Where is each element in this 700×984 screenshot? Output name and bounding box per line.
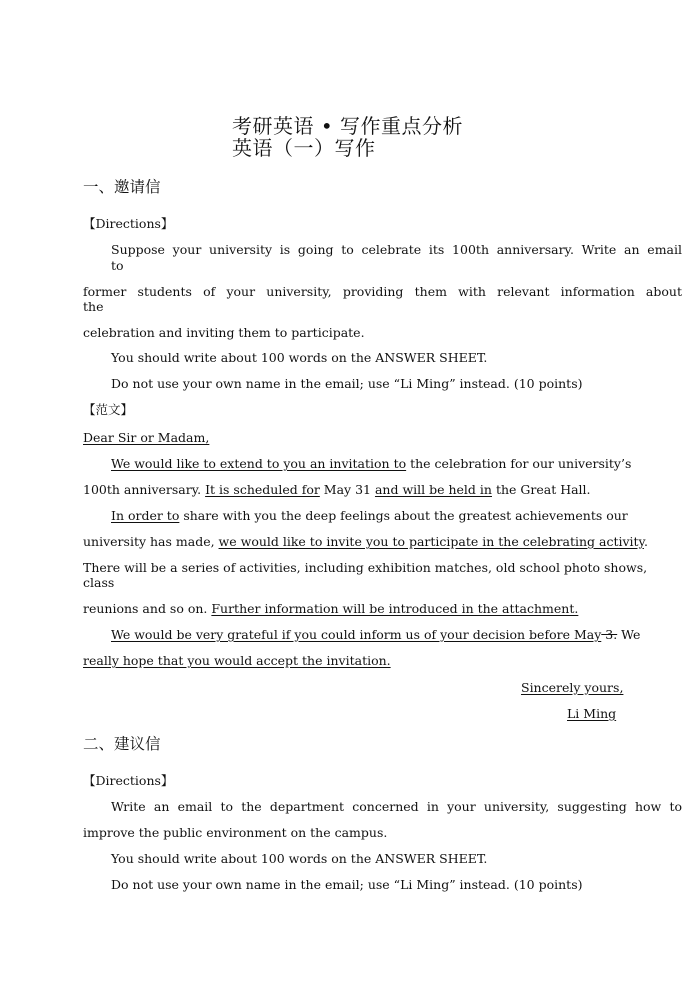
- letter-p2-line1: [111, 508, 682, 524]
- text-span: 100th anniversary.: [83, 482, 206, 497]
- section1-requirement-name: Do not use your own name in the email; use “Li Ming” instead. (10 points): [111, 376, 583, 391]
- letter-p4-line2: [83, 653, 682, 669]
- section1-prompt-line2-wrap: the: [83, 299, 104, 314]
- section2-prompt-line2: improve the public environment on the campus.: [83, 825, 388, 840]
- text-span: university has made,: [83, 534, 219, 549]
- phrase-scheduled-for: It is scheduled for: [205, 482, 320, 497]
- letter-p2-line2: [83, 534, 682, 550]
- text-span: .: [643, 534, 648, 549]
- text-span: We: [617, 627, 641, 642]
- letter-p1-line1: [111, 456, 682, 472]
- phrase-in-order-to: In order to: [111, 508, 180, 523]
- phrase-accept-invitation: really hope that you would accept the invitation.: [83, 653, 391, 668]
- section2-requirement-words: You should write about 100 words on the ANSWER SHEET.: [111, 851, 488, 866]
- section1-requirement-words: You should write about 100 words on the ANSWER SHEET.: [111, 350, 488, 365]
- letter-p4-line1: [111, 627, 682, 643]
- closing-text: Sincerely yours,: [521, 680, 624, 695]
- letter-p3-line1: There will be a series of activities, including exhibition matches, old school photo shows,: [83, 560, 648, 575]
- text-span: share with you the deep feelings about the greatest achievements our: [179, 508, 628, 523]
- section2-heading: 二、建议信: [83, 735, 161, 753]
- text-span: reunions and so on.: [83, 601, 212, 616]
- phrase-held-in: and will be held in: [374, 482, 492, 497]
- text-span: May 31: [319, 482, 375, 497]
- section1-prompt-line3: celebration and inviting them to participate.: [83, 325, 365, 340]
- letter-closing: [521, 680, 623, 696]
- letter-p3-line1-wrap: class: [83, 575, 115, 590]
- section2-requirement-name: Do not use your own name in the email; use “Li Ming” instead. (10 points): [111, 877, 583, 892]
- page-subtitle: 英语（一）写作: [232, 136, 376, 160]
- section1-prompt-line2: former students of your university, providing them with relevant information about: [83, 284, 682, 299]
- text-span: the Great Hall.: [491, 482, 591, 497]
- text-span: the celebration for our university’s: [406, 456, 632, 471]
- section1-heading: 一、邀请信: [83, 178, 161, 196]
- text-span: May: [569, 627, 602, 642]
- salutation-text: Dear Sir or Madam,: [83, 430, 210, 445]
- letter-p3-line2: [83, 601, 682, 617]
- struck-date: 3.: [601, 627, 618, 642]
- letter-salutation: [83, 430, 682, 446]
- letter-signature: [567, 706, 616, 722]
- section1-prompt-line1: Suppose your university is going to celebrate its 100th anniversary. Write an email: [111, 242, 682, 257]
- phrase-extend-invitation: We would like to extend to you an invitation to: [111, 456, 407, 471]
- section1-directions-label: 【Directions】: [83, 216, 174, 231]
- phrase-further-information: Further information will be introduced in the attachment.: [211, 601, 579, 616]
- phrase-invite-participate: we would like to invite you to participate in the celebrating activity: [218, 534, 644, 549]
- letter-p1-line2: [83, 482, 682, 498]
- section2-prompt-line1: Write an email to the department concerned in your university, suggesting how to: [111, 799, 682, 814]
- section1-prompt-line1-wrap: to: [111, 258, 124, 273]
- phrase-grateful-inform: We would be very grateful if you could inform us of your decision before: [111, 627, 570, 642]
- page-title: 考研英语 • 写作重点分析: [232, 114, 464, 138]
- signature-text: Li Ming: [567, 706, 617, 721]
- sample-label: 【范文】: [83, 402, 134, 417]
- section2-directions-label: 【Directions】: [83, 773, 174, 788]
